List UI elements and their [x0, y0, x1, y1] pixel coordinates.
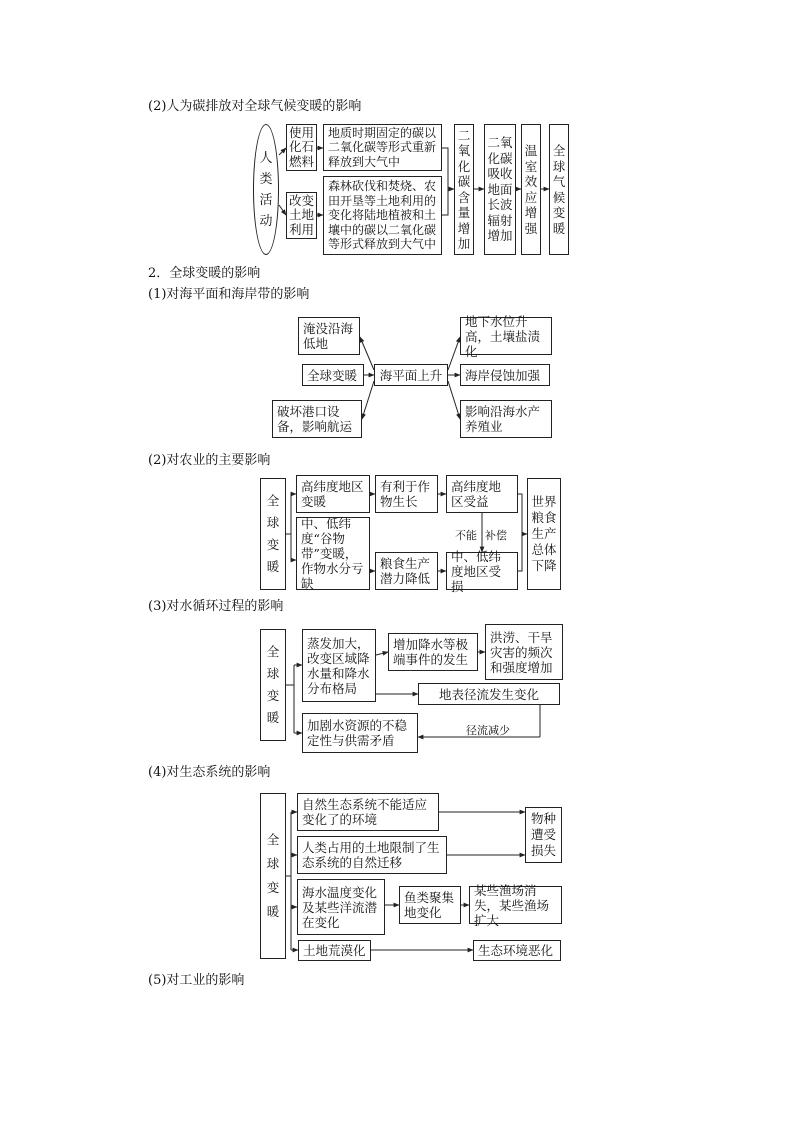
- species-loss-box: 物种遭受损失: [525, 807, 562, 863]
- water-resource-box: 加剧水资源的不稳定性与供需矛盾: [302, 713, 418, 753]
- high-lat-gain-box: 高纬度地区受益: [446, 475, 518, 513]
- greenhouse-box: 温室效应增强: [521, 124, 541, 255]
- fish-gather-box: 鱼类聚集地变化: [399, 886, 461, 924]
- heading-global-warming-impact: 2．全球变暖的影响: [148, 266, 261, 281]
- agri-source-box: 全球变暖: [260, 478, 286, 590]
- human-land-box: 人类占用的土地限制了生态系统的自然迁移: [297, 836, 447, 874]
- heading-water-cycle: (3)对水循环过程的影响: [148, 599, 284, 614]
- fossil-effect-box: 地质时期固定的碳以二氧化碳等形式重新释放到大气中: [323, 124, 442, 171]
- port-damage-box: 破坏港口设备，影响航运: [272, 400, 362, 438]
- heading-agriculture: (2)对农业的主要影响: [148, 453, 271, 468]
- landuse-effect-box: 森林砍伐和焚烧、农田开垦等土地利用的变化将陆地植被和土壤中的碳以二氧化碳等形式释放到大气中: [323, 176, 442, 255]
- land-use-box: 改变土地利用: [286, 192, 317, 239]
- heading-ecosystem: (4)对生态系统的影响: [148, 765, 271, 780]
- desertification-box: 土地荒漠化: [298, 940, 371, 961]
- fossil-fuel-box: 使用化石燃料: [286, 124, 317, 171]
- favor-crop-box: 有利于作物生长: [375, 475, 438, 513]
- runoff-change-box: 地表径流发生变化: [418, 683, 560, 705]
- sea-rise-box: 海平面上升: [374, 364, 448, 386]
- co2-increase-box: 二氧化碳含量增加: [454, 124, 474, 255]
- evaporation-box: 蒸发加大，改变区域降水量和降水分布格局: [302, 629, 376, 702]
- ocean-temp-box: 海水温度变化及某些洋流潜在变化: [297, 879, 385, 935]
- coast-erosion-box: 海岸侵蚀加强: [460, 364, 550, 386]
- natural-eco-box: 自然生态系统不能适应变化了的环境: [297, 793, 439, 831]
- water-source-box: 全球变暖: [260, 629, 286, 741]
- aquaculture-box: 影响沿海水产养殖业: [460, 400, 552, 438]
- flood-lowland-box: 淹没沿海低地: [298, 317, 360, 355]
- global-warming-box: 全球气候变暖: [549, 124, 569, 255]
- compensate-label: 补偿: [485, 529, 507, 542]
- cannot-label: 不能: [455, 529, 477, 542]
- human-activity-ellipse: 人类活动: [253, 124, 279, 255]
- groundwater-box: 地下水位升高，土壤盐渍化: [460, 317, 552, 355]
- potential-drop-box: 粮食生产潜力降低: [375, 552, 438, 590]
- absorb-radiation-box: 二氧化碳吸收地面长波辐射增加: [484, 124, 516, 255]
- eco-source-box: 全球变暖: [260, 793, 286, 959]
- global-warming-source-box: 全球变暖: [302, 364, 364, 386]
- world-food-box: 世界粮食生产总体下降: [527, 478, 561, 590]
- extreme-event-box: 增加降水等极端事件的发生: [388, 633, 478, 671]
- mid-low-loss-box: 中、低纬度地区受损: [446, 552, 518, 590]
- env-worsen-box: 生态环境恶化: [473, 940, 561, 961]
- heading-sea-level: (1)对海平面和海岸带的影响: [148, 287, 310, 302]
- runoff-less-label: 径流减少: [466, 724, 510, 737]
- mid-low-warm-box: 中、低纬度“谷物带”变暖，作物水分亏缺: [296, 517, 370, 590]
- heading-industry: (5)对工业的影响: [148, 973, 245, 988]
- fishery-change-box: 某些渔场消失，某些渔场扩大: [469, 886, 562, 924]
- heading-carbon-emission: (2)人为碳排放对全球气候变暖的影响: [148, 99, 362, 114]
- flood-drought-box: 洪涝、干旱灾害的频次和强度增加: [485, 624, 563, 680]
- high-lat-warm-box: 高纬度地区变暖: [296, 475, 370, 513]
